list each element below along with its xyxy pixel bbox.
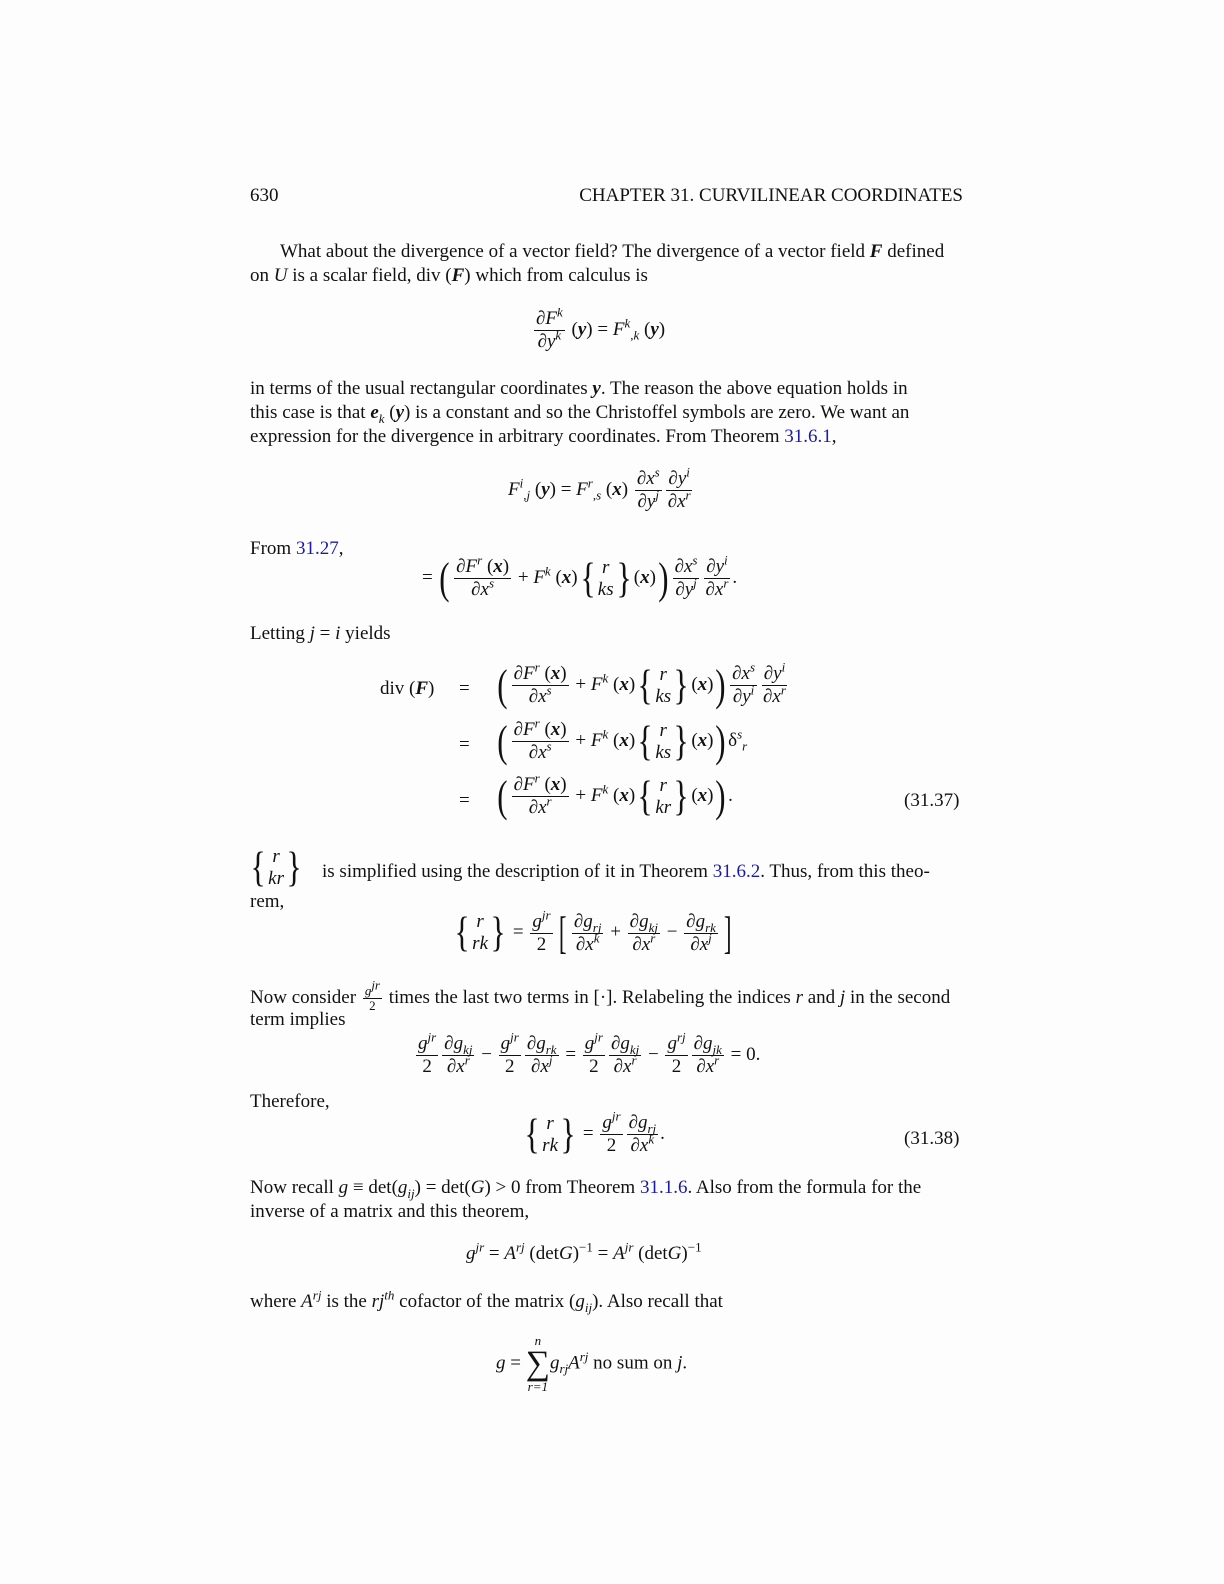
page-number: 630: [250, 185, 279, 206]
equation-number-31-37: (31.37): [904, 790, 960, 811]
div-equation-line-1: ( $\frac{\partial F^r (x)}{\partial x^s}$ + $F^k$ (x){ r ks } (x)) $\frac{\partial x^s}{\partial y^i}$ $\frac{\partial y^i}{\partial x^r}$: [497, 659, 786, 710]
equation-christoffel-formula: { r rk } = $\frac{g^{jr}}{2}$ [ $\frac{\partial g_{rj}}{\partial x^k}$ + $\frac{\partial g_{kj}}{\partial x^r}$ − $\frac{\partial g_{rk}}{\partial x^j}$ ]: [454, 907, 732, 958]
equation-divergence-rectangular: $\frac{\partial F^k}{\partial y^k}$ $(y) = F^k_{,k}$ (y): [536, 304, 666, 352]
equals-sign-3: =: [459, 790, 470, 811]
equals-sign-2: =: [459, 734, 470, 755]
equation-relabeling: $\frac{g^{jr}}{2}$ $\frac{\partial g_{kj}}{\partial x^r}$ − $\frac{g^{jr}}{2}$ $\frac{\partial g_{rk}}{\partial x^j}$ = $\frac{g^{jr}}{2}$ $\frac{\partial g_{kj}}{\partial x^r}$ − $\frac{g^{rj}}{2}$ $\frac{\partial g_{jk}}{\partial x^r}$ = 0.: [418, 1029, 761, 1077]
div-equation-line-2: ( $\frac{\partial F^r (x)}{\partial x^s}$ + $F^k$ (x){ r ks } (x)) $\delta^s_r$: [497, 715, 748, 766]
chapter-title: CHAPTER 31. CURVILINEAR COORDINATES: [579, 185, 963, 206]
letting-line: Letting j = i yields: [250, 623, 391, 644]
paragraph-2-line-2: this case is that $e_k$ (y) is a constant and so the Christoffel symbols are zero. We want an: [250, 402, 910, 426]
paragraph-2-line-1: in terms of the usual rectangular coordinates y. The reason the above equation holds in: [250, 378, 908, 399]
page-header: [250, 184, 963, 208]
theorem-link-31-1-6[interactable]: 31.1.6: [639, 1177, 688, 1198]
therefore-line: Therefore,: [250, 1091, 330, 1112]
christoffel-symbol-kr: { r kr }: [250, 845, 302, 891]
equation-determinant-expansion: g = n ∑ r=1 $g_{rj}A^{rj}$ no sum on j.: [496, 1333, 688, 1394]
now-consider-line: Now consider $\frac{g^{jr}}{2}$ times the last two terms in [·]. Relabeling the indices r and j in the second: [250, 977, 951, 1013]
paragraph-1-line-1: What about the divergence of a vector field? The divergence of a vector field F defined: [280, 241, 945, 262]
div-label: div (F): [380, 678, 435, 699]
equation-inverse-metric: $g^{jr} = A^{rj}$ $(\det G)^{-1} = A^{jr}$ $(\det G)^{-1}$: [466, 1239, 702, 1264]
rem-line: rem,: [250, 891, 285, 912]
equation-christoffel-result: { r rk } = $\frac{g^{jr}}{2}$ $\frac{\partial g_{rj}}{\partial x^k}$ .: [524, 1108, 665, 1158]
recall-line-2: inverse of a matrix and this theorem,: [250, 1201, 530, 1222]
theorem-link-31-6-1[interactable]: 31.6.1: [784, 426, 832, 447]
simplified-line: is simplified using the description of it in Theorem 31.6.2. Thus, from this theo-: [322, 861, 930, 882]
paragraph-1-line-2: on U is a scalar field, div (F) which from calculus is: [250, 265, 648, 286]
equation-link-31-27[interactable]: 31.27: [295, 538, 339, 559]
equation-number-31-38: (31.38): [904, 1128, 960, 1149]
equals-sign-1: =: [459, 678, 470, 699]
recall-line-1: Now recall $g \equiv \det(g_{ij}) = \det(G) > 0$ from Theorem 31.1.6. Also from the formula for the: [250, 1177, 922, 1201]
from-line: From 31.27,: [250, 538, 344, 559]
term-implies-line: term implies: [250, 1009, 346, 1030]
paragraph-2-line-3: expression for the divergence in arbitrary coordinates. From Theorem 31.6.1,: [250, 426, 837, 447]
where-line: where $A^{rj}$ is the $rj^{th}$ cofactor of the matrix $(g_{ij})$. Also recall that: [250, 1287, 723, 1315]
equation-covariant-derivative: = ( $\frac{\partial F^r (x)}{\partial x^s}$ + $F^k$ (x){ r ks } (x)) $\frac{\partial x^s}{\partial y^j}$ $\frac{\partial y^i}{\partial x^r}$ .: [422, 552, 738, 603]
equation-chain-rule: $F^i_{,j}$ $(y) = F^r_{,s}$ (x) $\frac{\partial x^s}{\partial y^j}$ $\frac{\partial y^i}{\partial x^r}$: [508, 464, 691, 512]
theorem-link-31-6-2[interactable]: 31.6.2: [712, 861, 761, 882]
div-equation-line-3: ( $\frac{\partial F^r (x)}{\partial x^r}$ + $F^k$ (x){ r kr } (x)) .: [497, 770, 733, 821]
